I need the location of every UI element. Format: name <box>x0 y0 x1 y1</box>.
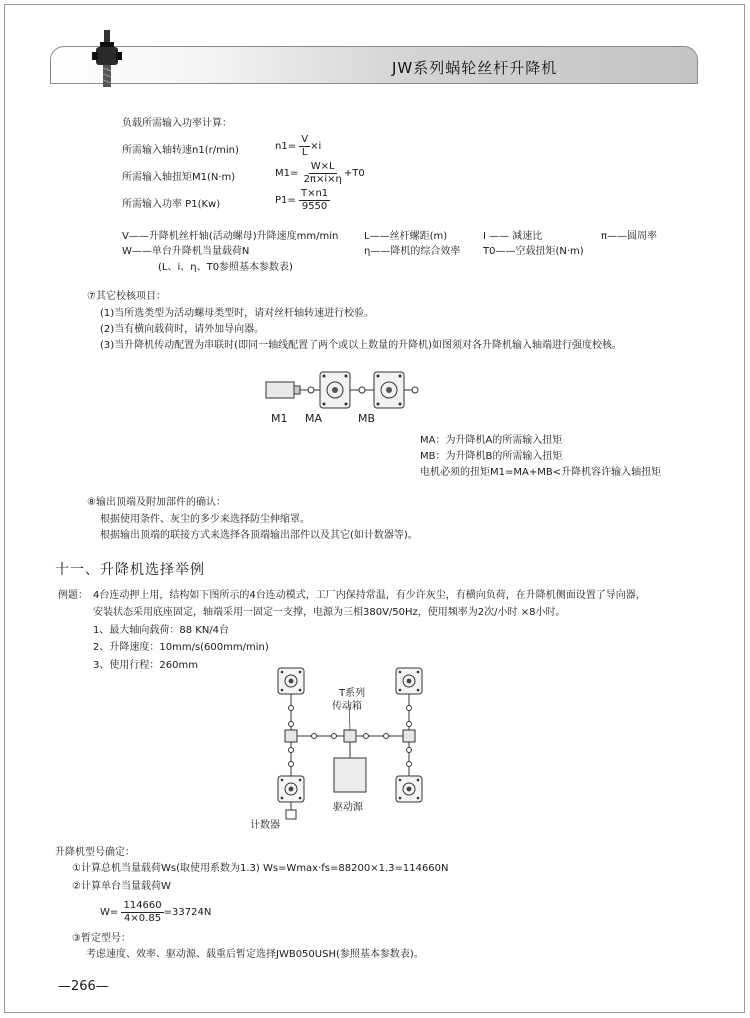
label-mb: MB <box>358 412 376 425</box>
other-check-item: (2)当有横向载荷时，请外加导向器。 <box>100 324 265 335</box>
example-text-line1: 4台连动押上用，结构如下图所示的4台连动模式，工厂内保持常温，有少许灰尘，有横向负荷，在升降机侧面设置了导向器， <box>93 590 646 601</box>
gearbox-label-2: 传动箱 <box>332 701 362 712</box>
counter-label: 计数器 <box>250 820 280 831</box>
step3-text: 考虑速度、效率、驱动源、载重后暂定选择JWB050USH(参照基本参数表)。 <box>86 949 424 960</box>
output-check-item: 根据使用条件、灰尘的多少来选择防尘伸缩罩。 <box>100 514 310 525</box>
legend-w: W——单台升降机当量载荷N <box>122 246 250 257</box>
page-number: —266— <box>58 979 109 994</box>
gearbox-left-icon <box>285 730 297 742</box>
diagram1-note: MA：为升降机A的所需输入扭矩 <box>420 435 563 446</box>
condition-item: 1、最大轴向载荷：88 KN/4台 <box>93 625 230 636</box>
drive-label: 驱动源 <box>333 802 363 813</box>
legend-l: L——丝杆螺距(m) <box>364 231 448 242</box>
legend-i: I —— 减速比 <box>483 231 543 242</box>
gearbox-label-1: T系列 <box>339 688 366 699</box>
header-bar <box>50 46 698 84</box>
label-m1: M1 <box>271 412 288 425</box>
step1: ①计算总机当量载荷Ws(取使用系数为1.3) Ws=Wmax·fs=88200×1.3=114660N <box>72 863 449 874</box>
jack-top-left-icon <box>278 668 304 694</box>
calc-label-n1: 所需输入轴转速n1(r/min) <box>122 145 239 156</box>
legend-note: (L、i、η、T0参照基本参数表) <box>158 262 293 273</box>
step3: ③暂定型号： <box>72 933 131 944</box>
step2: ②计算单台当量载荷W <box>72 881 171 892</box>
motor-m1-icon <box>266 382 300 398</box>
condition-item: 3、使用行程：260mm <box>93 660 198 671</box>
example-text-line2: 安装状态采用底座固定，轴端采用一固定一支撑，电源为三相380V/50Hz，使用频率为2次/小时 ×8小时。 <box>93 607 566 618</box>
formula-p1: P1= $\frac{T\times n1}{9550}$ <box>275 188 329 212</box>
page-title: JW系列蜗轮丝杆升降机 <box>392 59 558 77</box>
jack-bottom-left-icon <box>278 776 304 802</box>
other-checks-heading: ⑦其它校核项目： <box>87 291 166 302</box>
formula-w: W= $\frac{114660}{4\times 0.85}$ =33724N <box>100 900 212 924</box>
jack-b-icon <box>374 372 404 408</box>
example-label: 例题： <box>58 590 88 601</box>
output-check-heading: ⑧输出顶端及附加部件的确认： <box>87 497 226 508</box>
label-ma: MA <box>305 412 323 425</box>
legend-v: V——升降机丝杆轴(活动螺母)升降速度mm/min <box>122 231 339 242</box>
jack-top-right-icon <box>396 668 422 694</box>
drive-motor-icon <box>334 758 366 792</box>
gearbox-center-icon <box>344 730 356 742</box>
jack-logo-icon <box>88 28 128 90</box>
jack-a-icon <box>320 372 350 408</box>
calc-label-p1: 所需输入功率 P1(Kw) <box>122 199 221 210</box>
legend-t0: T0——空载扭矩(N·m) <box>483 246 584 257</box>
jack-bottom-right-icon <box>396 776 422 802</box>
legend-pi: π——圆周率 <box>601 231 658 242</box>
other-check-item: (1)当所选类型为活动螺母类型时，请对丝杆轴转速进行校验。 <box>100 308 375 319</box>
condition-item: 2、升降速度：10mm/s(600mm/min) <box>93 642 269 653</box>
diagram1-note: MB：为升降机B的所需输入扭矩 <box>420 451 563 462</box>
gearbox-right-icon <box>403 730 415 742</box>
output-check-item: 根据输出顶端的联接方式来选择各顶端输出部件以及其它(如计数器等)。 <box>100 530 418 541</box>
diagram1-note: 电机必须的扭矩M1=MA+MB<升降机容许输入轴扭矩 <box>420 467 662 478</box>
calc-label-m1: 所需输入轴扭矩M1(N·m) <box>122 172 236 183</box>
power-calc-heading: 负载所需输入功率计算： <box>122 118 232 129</box>
model-selection-heading: 升降机型号确定： <box>55 847 135 858</box>
section-title: 十一、升降机选择举例 <box>55 562 205 578</box>
formula-n1: n1= $\frac{V}{L}$ ×i <box>275 134 322 158</box>
counter-icon <box>286 810 296 819</box>
other-check-item: (3)当升降机传动配置为串联时(即同一轴线配置了两个或以上数量的升降机)如图须对各升降机输入轴端进行强度校核。 <box>100 340 622 351</box>
legend-eta: η——降机的综合效率 <box>364 246 461 257</box>
formula-m1: M1= $\frac{W\times L}{2\pi\times i\times\eta}$ +T0 <box>275 161 365 185</box>
